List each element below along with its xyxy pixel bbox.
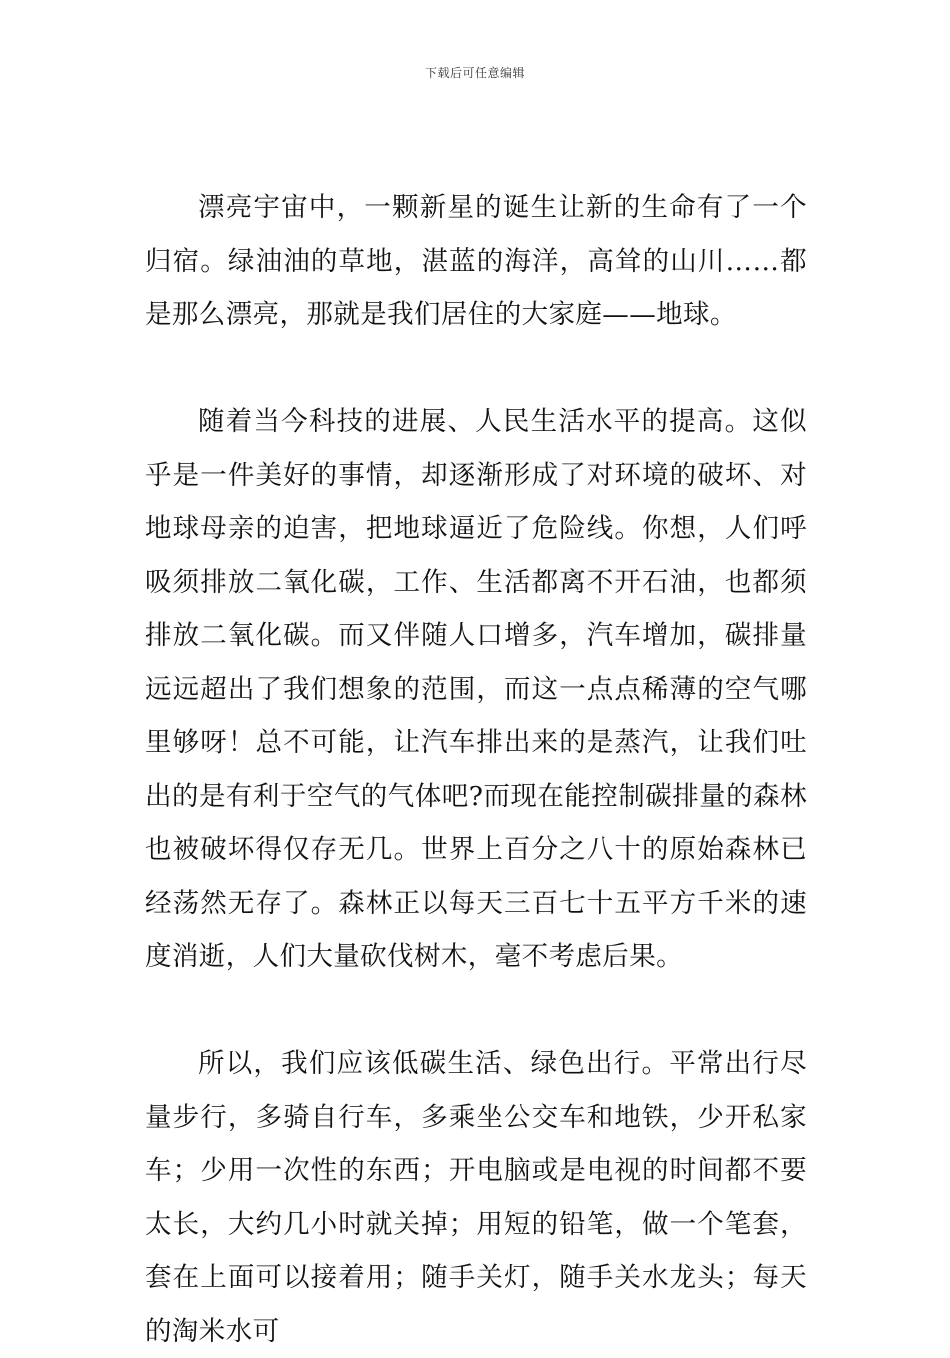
document-body — [145, 181, 807, 1358]
page-header-note: 下载后可任意编辑 — [424, 66, 525, 80]
paragraph-3: 所以，我们应该低碳生活、绿色出行。平常出行尽量步行，多骑自行车，多乘坐公交车和地铁，少开私家车；少用一次性的东西；开电脑或是电视的时间都不要太长，大约几小时就关掉；用短的铅笔，做一个笔套，套在上面可以接着用；随手关灯，随手关水龙头；每天的淘米水可 — [145, 1048, 807, 1347]
paragraph-1: 漂亮宇宙中，一颗新星的诞生让新的生命有了一个归宿。绿油油的草地，湛蓝的海洋，高耸的山川……都是那么漂亮，那就是我们居住的大家庭——地球。 — [145, 192, 807, 330]
paragraph-2: 随着当今科技的进展、人民生活水平的提高。这似乎是一件美好的事情，却逐渐形成了对环境的破坏、对地球母亲的迫害，把地球逼近了危险线。你想，人们呼吸须排放二氧化碳，工作、生活都离不开石油，也都须排放二氧化碳。而又伴随人口增多，汽车增加，碳排量远远超出了我们想象的范围，而这一点点稀薄的空气哪里够呀！总不可能，让汽车排出来的是蒸汽，让我们吐出的是有利于空气的气体吧?而现在能控制碳排量的森林也被破坏得仅存无几。世界上百分之八十的原始森林已经荡然无存了。森林正以每天三百七十五平方千米的速度消逝，人们大量砍伐树木，毫不考虑后果。 — [145, 406, 807, 972]
